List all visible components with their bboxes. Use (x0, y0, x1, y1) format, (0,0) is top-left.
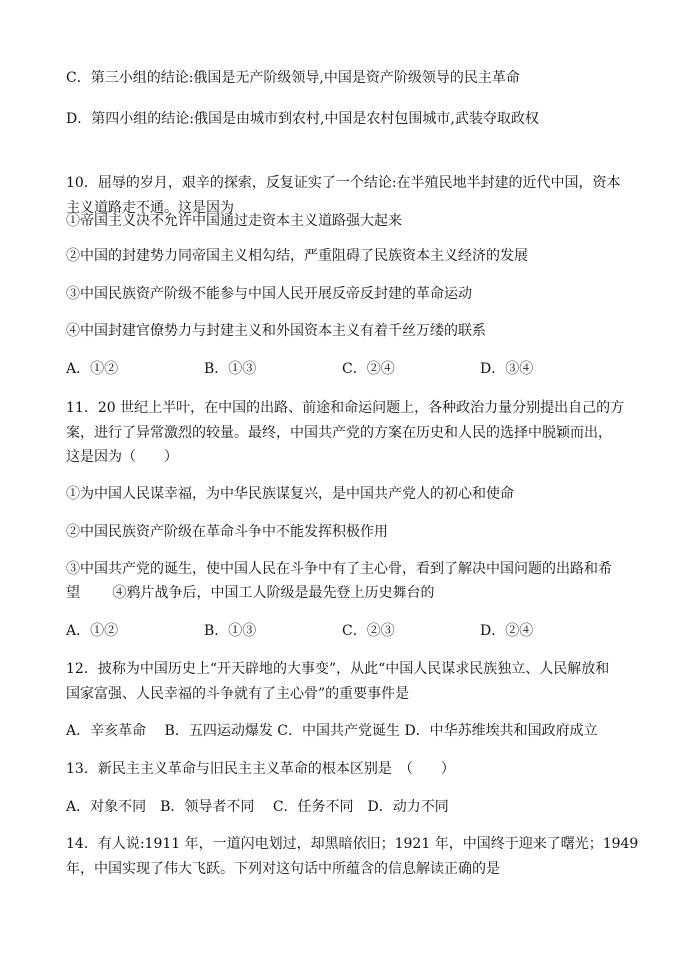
q12-stem-line2: 国家富强、人民幸福的斗争就有了主心骨”的重要事件是 (66, 686, 410, 702)
q12-options: A．辛亥革命 B．五四运动爆发 C．中国共产党诞生 D．中华苏维埃共和国政府成立 (66, 723, 598, 739)
q9-option-c: C．第三小组的结论:俄国是无产阶级领导,中国是资产阶级领导的民主革命 (66, 70, 520, 86)
q13-options: A．对象不同 B．领导者不同 C．任务不同 D．动力不同 (66, 799, 449, 815)
q11-item-2: ②中国民族资产阶级在革命斗争中不能发挥积极作用 (66, 524, 388, 540)
q10-option-a: A．①② (66, 361, 119, 377)
q13-stem: 13．新民主主义革命与旧民主主义革命的根本区别是 （ ） (66, 761, 455, 777)
q10-item-4: ④中国封建官僚势力与封建主义和外国资本主义有着千丝万缕的联系 (66, 323, 486, 339)
q10-item-1: ①帝国主义决不允许中国通过走资本主义道路强大起来 (66, 213, 402, 229)
q11-item-1: ①为中国人民谋幸福，为中华民族谋复兴，是中国共产党人的初心和使命 (66, 486, 514, 502)
q11-stem-line3: 这是因为（ ） (66, 449, 178, 465)
q10-stem-line2: 主义道路走不通。这是因为 (66, 200, 234, 216)
q10-stem-line1: 10．屈辱的岁月，艰辛的探索，反复证实了一个结论:在半殖民地半封建的近代中国，资本 (66, 175, 621, 191)
q10-option-c: C．②④ (342, 361, 395, 377)
q10-item-3: ③中国民族资产阶级不能参与中国人民开展反帝反封建的革命运动 (66, 286, 472, 302)
q10-option-b: B．①③ (204, 361, 257, 377)
q14-stem-line2: 年，中国实现了伟大飞跃。下列对这句话中所蕴含的信息解读正确的是 (66, 861, 500, 877)
q10-option-d: D．③④ (480, 361, 534, 377)
q12-stem-line1: 12．披称为中国历史上“开天辟地的大事变”，从此“中国人民谋求民族独立、人民解放和 (66, 661, 610, 677)
q11-item-3: ③中国共产党的诞生，使中国人民在斗争中有了主心骨，看到了解决中国问题的出路和希 (66, 561, 612, 577)
q11-option-d: D．②④ (480, 623, 534, 639)
q11-option-c: C．②③ (342, 623, 395, 639)
q11-item-4: 望 ④鸦片战争后，中国工人阶级是最先登上历史舞台的 (66, 585, 435, 601)
q11-option-b: B．①③ (204, 623, 257, 639)
q11-stem-line2: 案，进行了异常激烈的较量。最终，中国共产党的方案在历史和人民的选择中脱颖而出， (66, 425, 612, 441)
q9-option-d: D．第四小组的结论:俄国是由城市到农村,中国是农村包围城市,武装夺取政权 (66, 111, 539, 127)
q11-option-a: A．①② (66, 623, 119, 639)
q11-stem-line1: 11．20 世纪上半叶，在中国的出路、前途和命运问题上，各种政治力量分别提出自己的方 (66, 400, 625, 416)
q14-stem-line1: 14．有人说:1911 年，一道闪电划过，却黑暗依旧；1921 年，中国终于迎来了曙光；1949 (66, 836, 639, 852)
q10-item-2: ②中国的封建势力同帝国主义相勾结，严重阻碍了民族资本主义经济的发展 (66, 248, 528, 264)
